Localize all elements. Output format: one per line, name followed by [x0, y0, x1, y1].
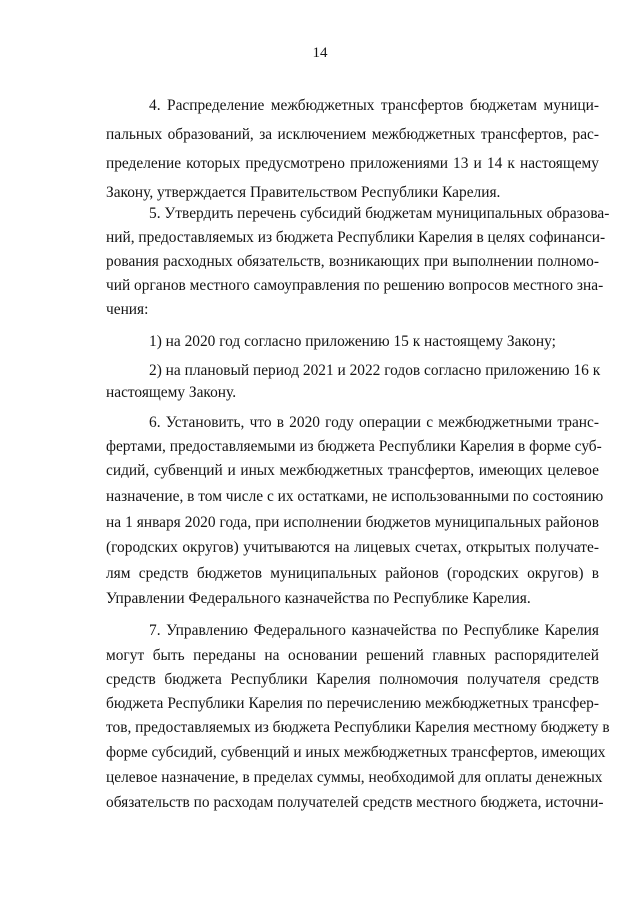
paragraph-4-line: 4. Распределение межбюджетных трансфертов бюджетам муници- — [149, 97, 599, 114]
paragraph-6-line: лям средств бюджетов муниципальных районов (городских округов) в — [106, 565, 599, 582]
paragraph-7-line: 7. Управлению Федерального казначейства по Республике Карелия — [149, 622, 599, 639]
paragraph-6-line: сидий, субвенций и иных межбюджетных трансфертов, имеющих целевое — [106, 462, 599, 479]
paragraph-6-line: на 1 января 2020 года, при исполнении бюджетов муниципальных районов — [106, 514, 599, 531]
paragraph-5-line: рования расходных обязательств, возникающих при выполнении полномо- — [106, 253, 599, 270]
paragraph-7-line: обязательств по расходам получателей средств местного бюджета, источни- — [106, 794, 604, 811]
paragraph-7-line: форме субсидий, субвенций и иных межбюджетных трансфертов, имеющих — [106, 744, 606, 761]
paragraph-6-line: фертами, предоставляемыми из бюджета Республики Карелия в форме суб- — [106, 438, 602, 455]
paragraph-7-line: целевое назначение, в пределах суммы, необходимой для оплаты денежных — [106, 769, 603, 786]
paragraph-7-line: могут быть переданы на основании решений главных распорядителей — [106, 647, 599, 664]
paragraph-7-line: средств бюджета Республики Карелия полномочия получателя средств — [106, 671, 599, 688]
paragraph-5-line: 5. Утвердить перечень субсидий бюджетам муниципальных образова- — [149, 205, 610, 222]
paragraph-5-line: чения: — [106, 301, 149, 318]
paragraph-5-item-1: 1) на 2020 год согласно приложению 15 к настоящему Закону; — [149, 333, 556, 350]
paragraph-4-line: пределение которых предусмотрено приложениями 13 и 14 к настоящему — [106, 155, 599, 172]
paragraph-5-item-2-line: 2) на плановый период 2021 и 2022 годов согласно приложению 16 к — [149, 362, 601, 379]
paragraph-7-line: тов, предоставляемых из бюджета Республики Карелия местному бюджету в — [106, 719, 610, 736]
paragraph-5-line: чий органов местного самоуправления по решению вопросов местного зна- — [106, 277, 604, 294]
paragraph-4-line: Закону, утверждается Правительством Республики Карелия. — [106, 184, 501, 201]
paragraph-6-line: назначение, в том числе с их остатками, не использованными по состоянию — [106, 488, 604, 505]
paragraph-6-line: (городских округов) учитываются на лицевых счетах, открытых получате- — [106, 539, 599, 556]
paragraph-5-line: ний, предоставляемых из бюджета Республики Карелия в целях софинанси- — [106, 229, 606, 246]
paragraph-6-line: Управлении Федерального казначейства по Республике Карелия. — [106, 590, 531, 607]
paragraph-4-line: пальных образований, за исключением межбюджетных трансфертов, рас- — [106, 126, 599, 143]
paragraph-7-line: бюджета Республики Карелия по перечислению межбюджетных трансфер- — [106, 695, 599, 712]
paragraph-6-line: 6. Установить, что в 2020 году операции с межбюджетными транс- — [149, 414, 599, 431]
page-number: 14 — [312, 45, 328, 61]
paragraph-5-item-2-line: настоящему Закону. — [106, 384, 237, 401]
